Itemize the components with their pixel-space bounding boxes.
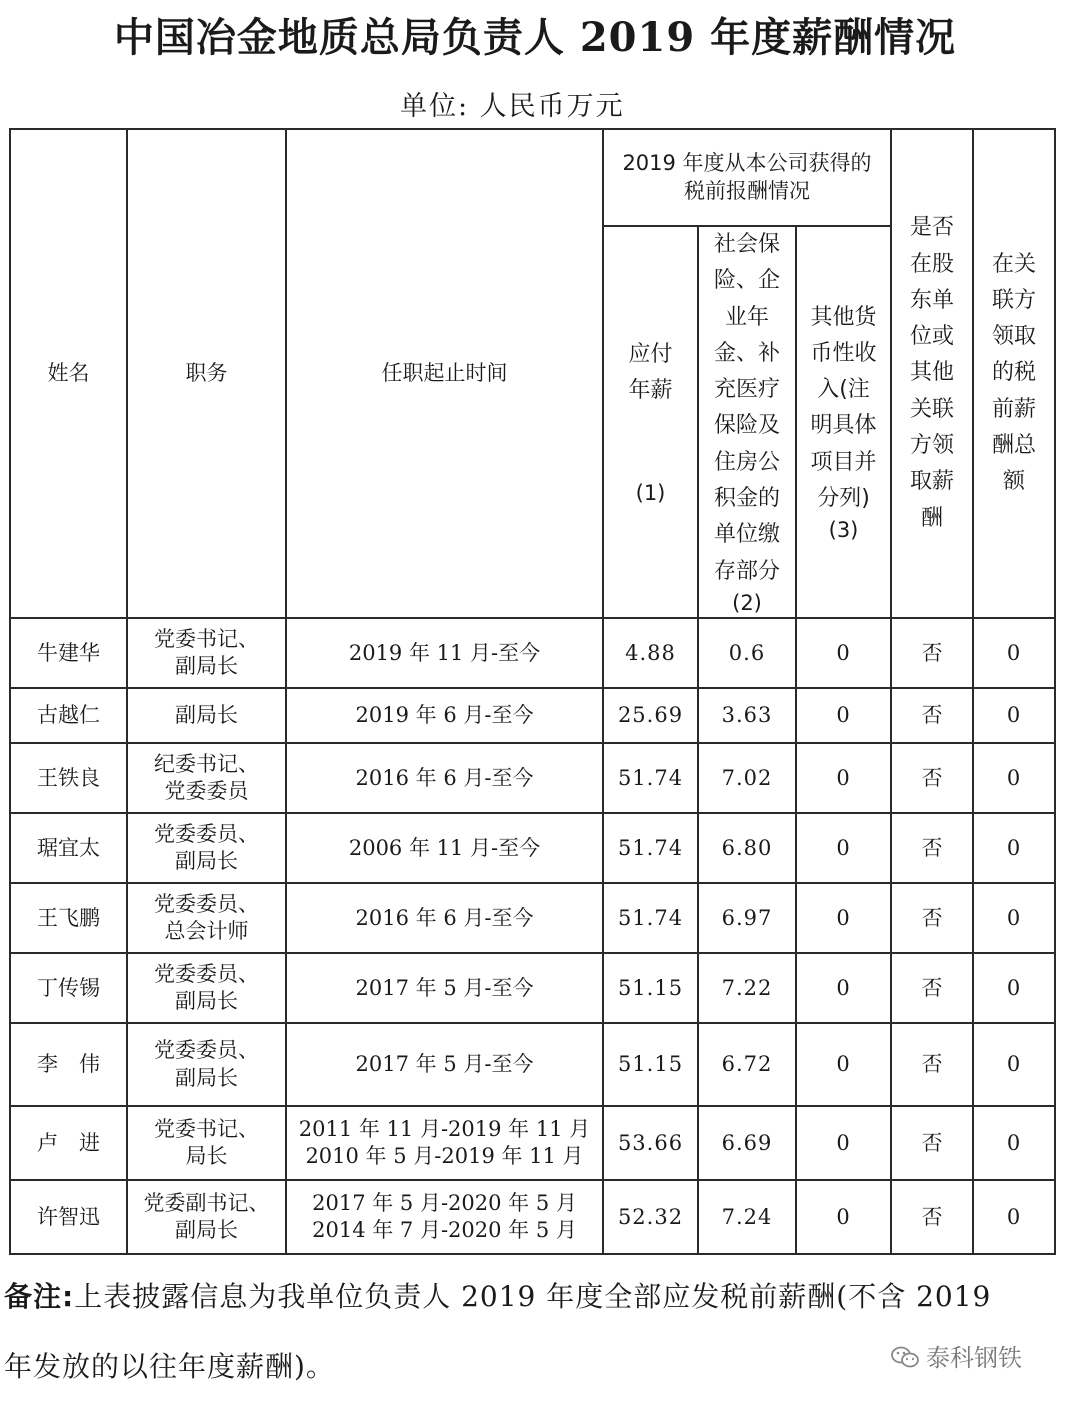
cell-related: 否 bbox=[891, 743, 973, 813]
cell-position: 党委委员、 副局长 bbox=[127, 1023, 286, 1106]
table-row bbox=[10, 953, 1055, 1023]
cell-related-total: 0 bbox=[973, 1023, 1055, 1106]
header-name: 姓名 bbox=[10, 129, 127, 618]
cell-position: 党委委员、 总会计师 bbox=[127, 883, 286, 953]
header-related-total: 在关联方领取的税前薪酬总额 bbox=[973, 129, 1055, 618]
cell-other: 0 bbox=[796, 1106, 891, 1180]
header-salary bbox=[603, 226, 698, 618]
cell-insurance: 7.24 bbox=[698, 1180, 796, 1254]
cell-name: 王铁良 bbox=[10, 743, 127, 813]
header-other bbox=[796, 226, 891, 618]
salary-table bbox=[9, 128, 1056, 1255]
cell-name: 牛建华 bbox=[10, 618, 127, 688]
table-row bbox=[10, 688, 1055, 743]
cell-tenure: 2016 年 6 月-至今 bbox=[286, 743, 603, 813]
cell-salary: 52.32 bbox=[603, 1180, 698, 1254]
cell-name: 卢 进 bbox=[10, 1106, 127, 1180]
cell-other: 0 bbox=[796, 688, 891, 743]
header-salary-num: (1) bbox=[635, 480, 666, 505]
cell-insurance: 6.80 bbox=[698, 813, 796, 883]
cell-salary: 51.15 bbox=[603, 1023, 698, 1106]
wechat-icon bbox=[890, 1345, 920, 1375]
cell-related: 否 bbox=[891, 953, 973, 1023]
cell-other: 0 bbox=[796, 1180, 891, 1254]
cell-salary: 51.15 bbox=[603, 953, 698, 1023]
table-row bbox=[10, 813, 1055, 883]
header-other-label: 其他货币性收入(注明具体项目并分列) bbox=[810, 304, 877, 512]
header-position: 职务 bbox=[127, 129, 286, 618]
cell-related: 否 bbox=[891, 813, 973, 883]
cell-salary: 51.74 bbox=[603, 883, 698, 953]
cell-related-total: 0 bbox=[973, 953, 1055, 1023]
watermark bbox=[890, 1338, 1022, 1375]
cell-tenure: 2017 年 5 月-至今 bbox=[286, 953, 603, 1023]
cell-salary: 51.74 bbox=[603, 813, 698, 883]
header-insurance-label: 社会保险、企业年金、补充医疗保险及住房公积金的单位缴存部分 bbox=[713, 232, 780, 584]
cell-salary: 51.74 bbox=[603, 743, 698, 813]
cell-name: 古越仁 bbox=[10, 688, 127, 743]
footnote-line2: 年发放的以往年度薪酬)。 bbox=[4, 1349, 335, 1383]
cell-position: 党委书记、 局长 bbox=[127, 1106, 286, 1180]
cell-related-total: 0 bbox=[973, 1180, 1055, 1254]
cell-position: 副局长 bbox=[127, 688, 286, 743]
table-row bbox=[10, 1023, 1055, 1106]
watermark-text: 泰科钢铁 bbox=[926, 1344, 1022, 1372]
cell-other: 0 bbox=[796, 883, 891, 953]
table-row bbox=[10, 1180, 1055, 1254]
cell-insurance: 6.97 bbox=[698, 883, 796, 953]
cell-salary: 25.69 bbox=[603, 688, 698, 743]
cell-salary: 53.66 bbox=[603, 1106, 698, 1180]
cell-position: 党委委员、 副局长 bbox=[127, 953, 286, 1023]
cell-related: 否 bbox=[891, 1106, 973, 1180]
cell-insurance: 0.6 bbox=[698, 618, 796, 688]
header-salary-label: 应付年薪 bbox=[628, 342, 673, 404]
header-tenure: 任职起止时间 bbox=[286, 129, 603, 618]
header-insurance-num: (2) bbox=[732, 590, 762, 615]
cell-related-total: 0 bbox=[973, 813, 1055, 883]
cell-related: 否 bbox=[891, 883, 973, 953]
cell-related: 否 bbox=[891, 618, 973, 688]
table-row bbox=[10, 743, 1055, 813]
cell-salary: 4.88 bbox=[603, 618, 698, 688]
cell-other: 0 bbox=[796, 618, 891, 688]
header-pretax-group: 2019 年度从本公司获得的税前报酬情况 bbox=[603, 129, 891, 226]
cell-other: 0 bbox=[796, 953, 891, 1023]
cell-related-total: 0 bbox=[973, 618, 1055, 688]
cell-tenure: 2019 年 6 月-至今 bbox=[286, 688, 603, 743]
cell-position: 纪委书记、 党委委员 bbox=[127, 743, 286, 813]
cell-related-total: 0 bbox=[973, 688, 1055, 743]
cell-insurance: 3.63 bbox=[698, 688, 796, 743]
cell-tenure: 2017 年 5 月-2020 年 5 月 2014 年 7 月-2020 年 5 月 bbox=[286, 1180, 603, 1254]
header-related: 是否在股东单位或其他关联方领取薪酬 bbox=[891, 129, 973, 618]
cell-other: 0 bbox=[796, 743, 891, 813]
header-insurance bbox=[698, 226, 796, 618]
cell-tenure: 2017 年 5 月-至今 bbox=[286, 1023, 603, 1106]
cell-tenure: 2016 年 6 月-至今 bbox=[286, 883, 603, 953]
cell-other: 0 bbox=[796, 813, 891, 883]
header-other-num: (3) bbox=[828, 518, 859, 543]
cell-insurance: 6.72 bbox=[698, 1023, 796, 1106]
cell-position: 党委书记、 副局长 bbox=[127, 618, 286, 688]
unit-label: 单位: 人民币万元 bbox=[400, 91, 625, 122]
cell-insurance: 7.22 bbox=[698, 953, 796, 1023]
cell-tenure: 2019 年 11 月-至今 bbox=[286, 618, 603, 688]
footnote-line1: 上表披露信息为我单位负责人 2019 年度全部应发税前薪酬(不含 2019 bbox=[74, 1280, 992, 1313]
cell-insurance: 6.69 bbox=[698, 1106, 796, 1180]
cell-name: 许智迅 bbox=[10, 1180, 127, 1254]
cell-related-total: 0 bbox=[973, 743, 1055, 813]
cell-related: 否 bbox=[891, 1023, 973, 1106]
page-title: 中国冶金地质总局负责人 2019 年度薪酬情况 bbox=[113, 14, 957, 61]
table-row bbox=[10, 618, 1055, 688]
cell-position: 党委副书记、 副局长 bbox=[127, 1180, 286, 1254]
cell-name: 李 伟 bbox=[10, 1023, 127, 1106]
cell-name: 琚宜太 bbox=[10, 813, 127, 883]
cell-related: 否 bbox=[891, 688, 973, 743]
table-row bbox=[10, 1106, 1055, 1180]
cell-insurance: 7.02 bbox=[698, 743, 796, 813]
cell-related-total: 0 bbox=[973, 883, 1055, 953]
cell-other: 0 bbox=[796, 1023, 891, 1106]
cell-related: 否 bbox=[891, 1180, 973, 1254]
table-row bbox=[10, 883, 1055, 953]
cell-related-total: 0 bbox=[973, 1106, 1055, 1180]
footnote-label: 备注: bbox=[4, 1280, 75, 1313]
cell-name: 丁传锡 bbox=[10, 953, 127, 1023]
cell-name: 王飞鹏 bbox=[10, 883, 127, 953]
cell-position: 党委委员、 副局长 bbox=[127, 813, 286, 883]
cell-tenure: 2011 年 11 月-2019 年 11 月 2010 年 5 月-2019 年 11 月 bbox=[286, 1106, 603, 1180]
cell-tenure: 2006 年 11 月-至今 bbox=[286, 813, 603, 883]
